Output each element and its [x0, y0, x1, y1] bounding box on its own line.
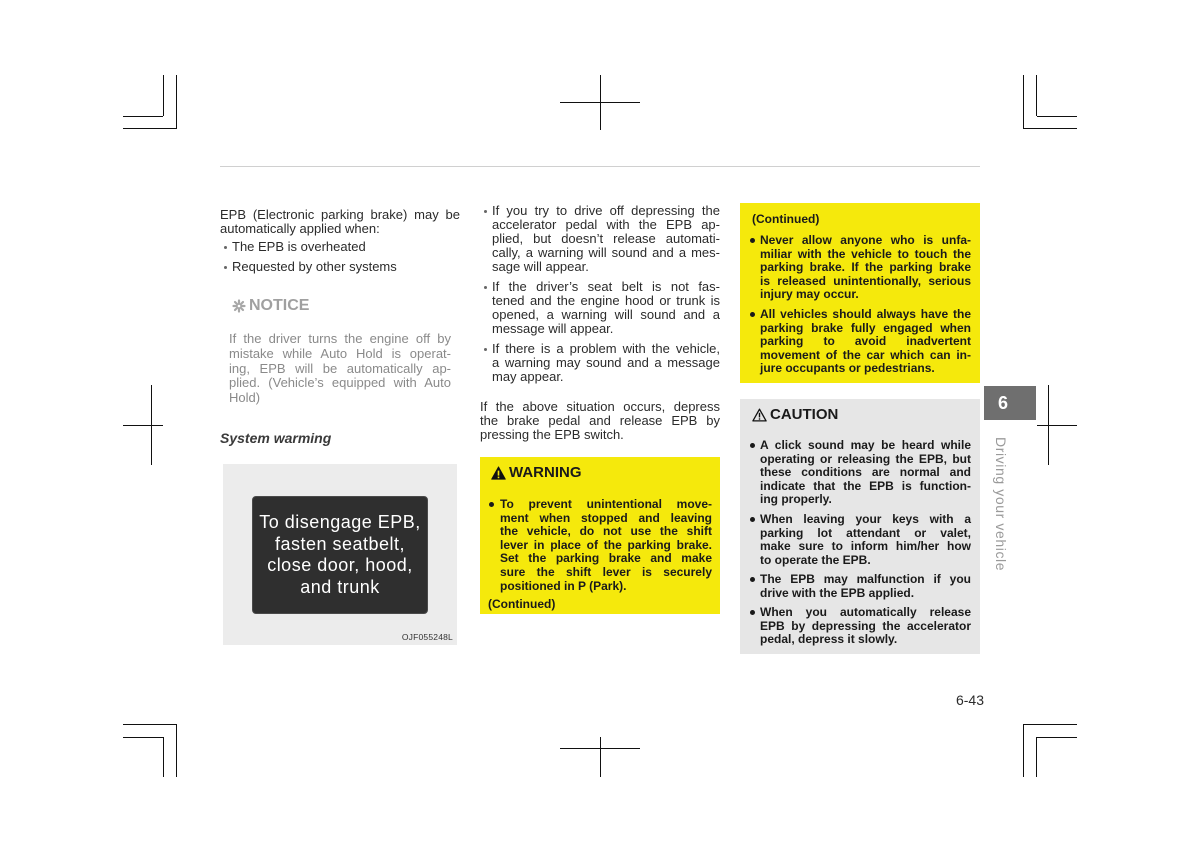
- bullet-line: If the driver’s seat belt is not fas-: [492, 279, 720, 294]
- continued-label: (Continued): [488, 597, 556, 611]
- bullet-dot: [484, 348, 487, 351]
- paragraph-line: the brake pedal and release EPB by: [480, 413, 720, 428]
- warning-line: sure the shift lever is securely: [500, 564, 712, 579]
- chapter-tab: [984, 386, 1036, 420]
- display-line: fasten seatbelt,: [274, 533, 406, 554]
- chapter-number: 6: [998, 393, 1009, 413]
- bullet-line: cally, a warning will sound and a mes-: [492, 245, 720, 260]
- warning-triangle-icon: [491, 466, 506, 480]
- bullet-dot: [750, 312, 755, 317]
- intro-line: automatically applied when:: [220, 221, 380, 236]
- bullet-line: a warning may sound and a message: [492, 355, 720, 370]
- warning-bullet: [740, 308, 980, 376]
- page-number: 6-43: [955, 692, 984, 708]
- bullet-line: message will appear.: [492, 321, 614, 336]
- figure-caption: OJF055248L: [401, 632, 453, 642]
- caution-title: CAUTION: [770, 406, 839, 423]
- notice-line: If the driver turns the engine off by: [229, 331, 451, 346]
- warning-line: jure occupants or pedestrians.: [760, 361, 935, 376]
- caution-line: ing properly.: [760, 492, 832, 507]
- warning-line: parking brake fully engaged when: [760, 320, 971, 335]
- caution-bullet: [740, 606, 980, 647]
- bullet-dot: [750, 610, 755, 615]
- caution-line: operating or releasing the EPB, but: [760, 451, 971, 466]
- bullet-text: Requested by other systems: [232, 259, 397, 274]
- bullet-line: If you try to drive off depressing the: [492, 203, 720, 218]
- warning-line: miliar with the vehicle to touch the: [760, 246, 971, 261]
- bullet-dot: [750, 577, 755, 582]
- caution-bullet: [740, 573, 980, 601]
- bullet-line: opened, a warning will sound and a: [492, 307, 720, 322]
- warning-line: positioned in P (Park).: [500, 578, 627, 593]
- header-rule: [220, 166, 980, 167]
- bullet-item: [480, 204, 720, 274]
- warning-line: the vehicle, do not use the shift: [500, 524, 712, 539]
- caution-line: When you automatically release: [760, 605, 971, 619]
- bullet-dot: [484, 286, 487, 289]
- warning-line: parking brake. If the parking brake: [760, 260, 971, 275]
- intro-paragraph: [220, 208, 460, 236]
- bullet-dot: [750, 517, 755, 522]
- asterisk-icon: [232, 299, 246, 313]
- warning-line: is released unintentionally, serious: [760, 273, 971, 288]
- warning-line: Set the parking brake and make: [500, 551, 712, 566]
- intro-line: EPB (Electronic parking brake) may be: [220, 207, 460, 222]
- bullet-item: [220, 260, 460, 274]
- warning-line: All vehicles should always have the: [760, 307, 971, 321]
- warning-bullet: [480, 498, 720, 594]
- notice-line: ing, EPB will be automatically ap-: [229, 360, 451, 376]
- caution-line: EPB by depressing the accelerator: [760, 618, 971, 633]
- instruction-paragraph: [480, 400, 720, 442]
- bullet-item: [480, 342, 720, 384]
- bullet-line: sage will appear.: [492, 259, 589, 274]
- caution-line: When leaving your keys with a: [760, 512, 971, 526]
- bullet-line: accelerator pedal with the EPB ap-: [492, 217, 720, 232]
- warning-line: To prevent unintentional move-: [500, 497, 712, 511]
- warning-line: injury may occur.: [760, 287, 859, 302]
- cluster-display: [252, 496, 428, 614]
- caution-line: to operate the EPB.: [760, 552, 871, 567]
- display-line: To disengage EPB,: [259, 512, 421, 532]
- bullet-dot: [489, 502, 494, 507]
- paragraph-line: If the above situation occurs, depress: [480, 399, 720, 414]
- notice-title: NOTICE: [249, 297, 310, 314]
- bullet-dot: [750, 443, 755, 448]
- bullet-dot: [224, 266, 227, 269]
- caution-line: these conditions are normal and: [760, 465, 971, 480]
- bullet-item: [220, 240, 460, 254]
- warning-line: ment when stopped and leaving: [500, 510, 712, 525]
- caution-bullet: [740, 439, 980, 507]
- notice-line: plied. (Vehicle’s equipped with Auto: [229, 375, 451, 391]
- bullet-line: may appear.: [492, 369, 564, 384]
- paragraph-line: pressing the EPB switch.: [480, 427, 624, 442]
- caution-line: parking lot attendant or valet,: [760, 525, 971, 540]
- notice-body: [229, 332, 451, 406]
- warning-line: Never allow anyone who is unfa-: [760, 233, 971, 247]
- bullet-dot: [224, 246, 227, 249]
- section-subheading: System warming: [220, 430, 332, 446]
- notice-line: Hold): [229, 390, 261, 406]
- bullet-line: plied, but doesn’t release automati-: [492, 231, 720, 246]
- caution-line: The EPB may malfunction if you: [760, 572, 971, 586]
- chapter-title: Driving your vehicle: [993, 437, 1009, 572]
- caution-bullet: [740, 513, 980, 568]
- caution-line: A click sound may be heard while: [760, 438, 971, 452]
- caution-triangle-icon: [752, 408, 767, 422]
- display-line: and trunk: [300, 576, 380, 597]
- caution-line: pedal, depress it slowly.: [760, 632, 898, 647]
- bullet-dot: [484, 210, 487, 213]
- display-line: close door, hood,: [267, 555, 413, 575]
- caution-line: indicate that the EPB is function-: [760, 478, 971, 493]
- bullet-line: tened and the engine hood or trunk is: [492, 293, 720, 308]
- caution-line: make sure to inform him/her how: [760, 539, 971, 554]
- cluster-message-figure: [223, 464, 457, 645]
- bullet-text: The EPB is overheated: [232, 239, 366, 254]
- continued-label: (Continued): [752, 212, 820, 226]
- bullet-line: If there is a problem with the vehicle,: [492, 341, 720, 356]
- bullet-item: [480, 280, 720, 336]
- warning-line: lever in place of the parking brake.: [500, 537, 712, 552]
- warning-line: parking to avoid inadvertent: [760, 334, 971, 349]
- warning-title: WARNING: [509, 464, 582, 481]
- notice-line: mistake while Auto Hold is operat-: [229, 345, 451, 361]
- warning-bullet: [740, 234, 980, 302]
- warning-line: movement of the car which can in-: [760, 347, 971, 362]
- caution-line: drive with the EPB applied.: [760, 585, 915, 600]
- bullet-dot: [750, 238, 755, 243]
